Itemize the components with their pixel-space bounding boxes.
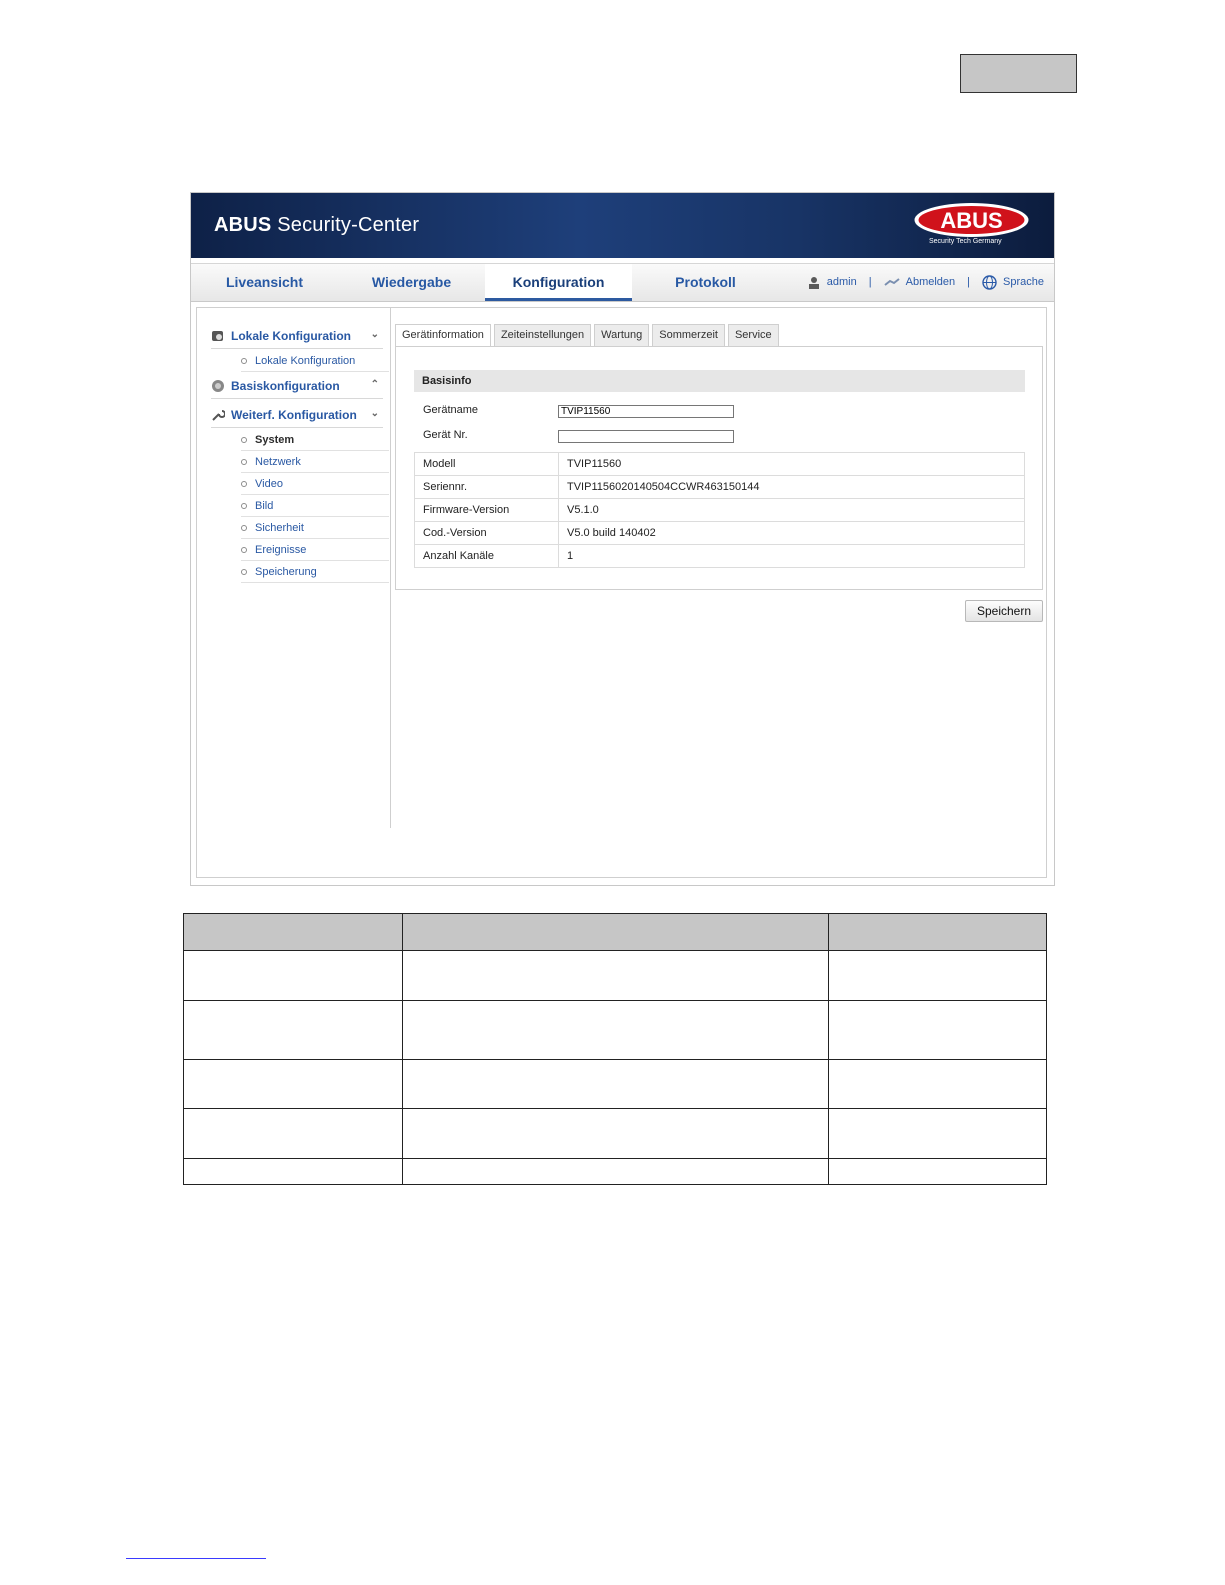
sidebar-item-bild[interactable]: Bild <box>241 495 389 517</box>
app-window <box>190 192 1055 886</box>
tab-sommerzeit[interactable]: Sommerzeit <box>652 324 725 347</box>
logo-tagline: Security Tech Germany <box>929 238 1002 245</box>
bullet-icon <box>241 358 247 364</box>
device-info-table <box>414 452 1025 568</box>
bullet-icon <box>241 481 247 487</box>
table-row: Seriennr. TVIP1156020140504CCWR463150144 <box>415 476 1025 499</box>
sidebar-item-ereignisse[interactable]: Ereignisse <box>241 539 389 561</box>
table-row <box>184 1060 1047 1109</box>
table-row <box>184 1109 1047 1159</box>
main-nav <box>191 263 1054 302</box>
separator: | <box>868 276 872 288</box>
tab-geraetinformation[interactable]: Gerätinformation <box>395 324 491 347</box>
device-name-label: Gerätname <box>423 404 479 416</box>
header-banner <box>191 193 1054 258</box>
user-name[interactable]: admin <box>826 276 857 288</box>
content-area <box>196 307 1047 878</box>
table-row: Cod.-Version V5.0 build 140402 <box>415 522 1025 545</box>
sidebar-item-speicherung[interactable]: Speicherung <box>241 561 389 583</box>
table-row: Modell TVIP11560 <box>415 453 1025 476</box>
tab-protokoll[interactable]: Protokoll <box>675 274 736 290</box>
table-row: Anzahl Kanäle 1 <box>415 545 1025 568</box>
table-row <box>184 1159 1047 1185</box>
sidebar-section-basic[interactable]: Basiskonfiguration ⌃ <box>211 374 383 399</box>
sidebar-section-advanced[interactable]: Weiterf. Konfiguration ⌄ <box>211 403 383 428</box>
basic-config-icon <box>211 379 225 393</box>
section-heading: Basisinfo <box>414 370 1025 392</box>
save-button[interactable]: Speichern <box>965 600 1043 622</box>
tab-wiedergabe[interactable]: Wiedergabe <box>371 274 452 290</box>
tab-liveansicht[interactable]: Liveansicht <box>225 274 304 290</box>
page-label-box <box>960 54 1077 93</box>
tab-zeiteinstellungen[interactable]: Zeiteinstellungen <box>494 324 591 347</box>
document-table <box>183 913 1047 1185</box>
chevron-down-icon: ⌄ <box>370 408 379 419</box>
wrench-icon <box>211 408 225 422</box>
table-row: Firmware-Version V5.1.0 <box>415 499 1025 522</box>
table-row <box>184 951 1047 1001</box>
footnote-divider <box>126 1558 266 1559</box>
logout-link[interactable]: Abmelden <box>905 276 956 288</box>
device-info-panel <box>395 346 1043 590</box>
separator: | <box>967 276 971 288</box>
sidebar-item-sicherheit[interactable]: Sicherheit <box>241 517 389 539</box>
bullet-icon <box>241 547 247 553</box>
table-row <box>184 1001 1047 1060</box>
tab-konfiguration[interactable]: Konfiguration <box>485 264 632 301</box>
chevron-down-icon: ⌄ <box>370 329 379 340</box>
device-number-label: Gerät Nr. <box>423 429 468 441</box>
user-icon <box>807 276 821 290</box>
globe-icon <box>982 275 997 290</box>
local-config-icon <box>211 329 225 343</box>
app-title: ABUS Security-Center <box>214 214 420 236</box>
bullet-icon <box>241 437 247 443</box>
table-header-row <box>184 914 1047 951</box>
logout-icon <box>884 277 900 289</box>
tab-wartung[interactable]: Wartung <box>594 324 649 347</box>
user-area <box>807 264 1044 301</box>
language-link[interactable]: Sprache <box>1003 276 1044 288</box>
tab-service[interactable]: Service <box>728 324 779 347</box>
chevron-up-icon: ⌃ <box>370 379 379 390</box>
svg-text:ABUS: ABUS <box>940 208 1003 233</box>
bullet-icon <box>241 459 247 465</box>
sidebar-item-video[interactable]: Video <box>241 473 389 495</box>
config-tabs <box>395 324 782 346</box>
abus-logo-icon <box>913 202 1030 243</box>
sidebar-item-netzwerk[interactable]: Netzwerk <box>241 451 389 473</box>
device-name-input[interactable] <box>558 405 734 418</box>
sidebar-item-local-config[interactable]: Lokale Konfiguration <box>241 350 389 372</box>
bullet-icon <box>241 525 247 531</box>
sidebar <box>197 308 391 828</box>
bullet-icon <box>241 569 247 575</box>
device-number-input[interactable] <box>558 430 734 443</box>
sidebar-item-system[interactable]: System <box>241 429 389 451</box>
sidebar-section-local[interactable]: Lokale Konfiguration ⌄ <box>211 324 383 349</box>
bullet-icon <box>241 503 247 509</box>
